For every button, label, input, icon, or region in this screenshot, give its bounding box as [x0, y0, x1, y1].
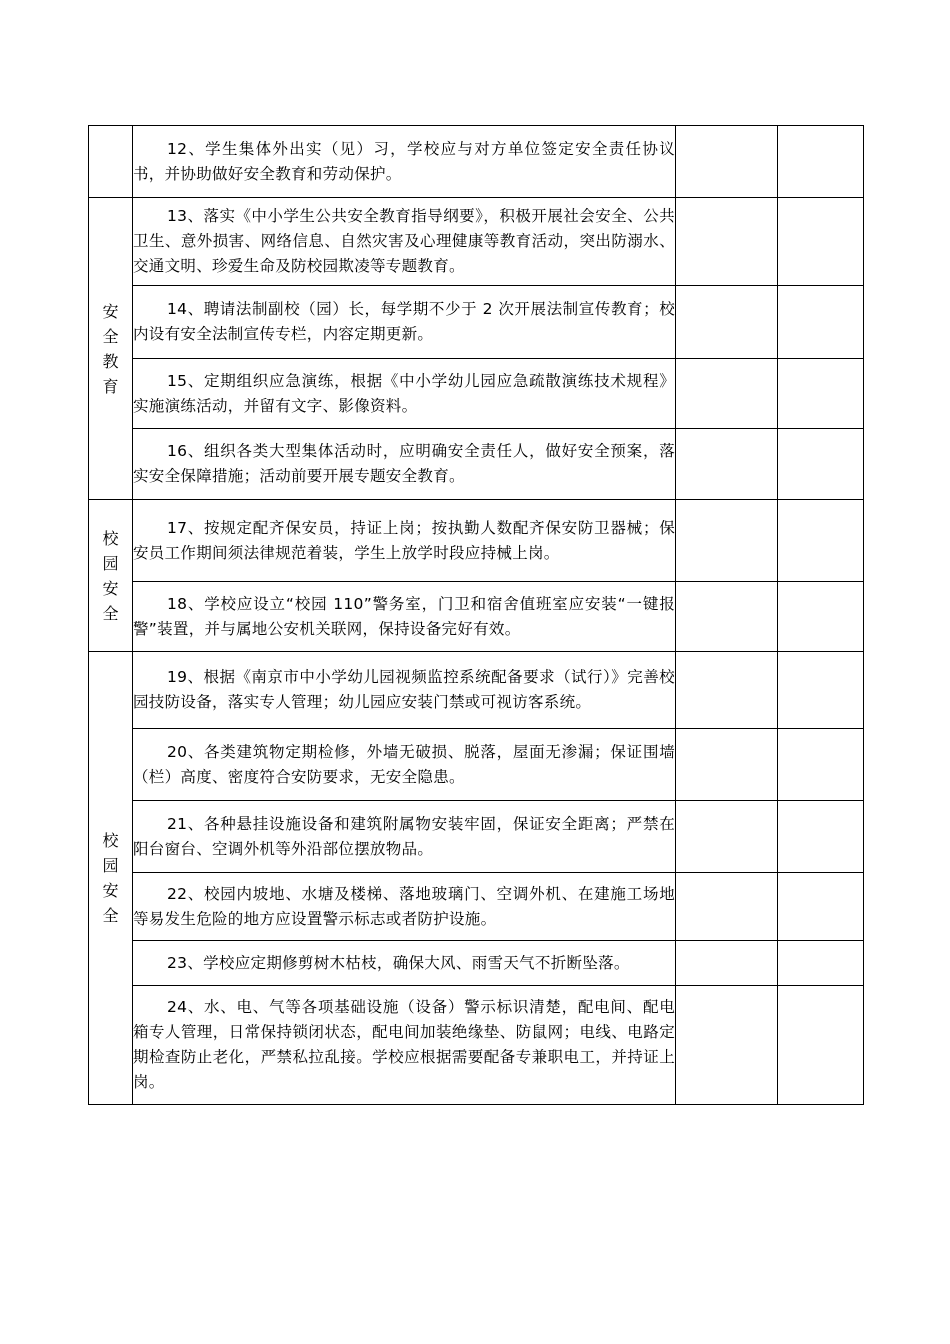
item-cell: 19、根据《南京市中小学幼儿园视频监控系统配备要求（试行）》完善校园技防设备，落实专人管理；幼儿园应安装门禁或可视访客系统。 — [133, 652, 676, 729]
remark-cell — [778, 429, 864, 500]
table-row — [89, 801, 864, 873]
safety-checklist-table — [88, 125, 864, 1105]
item-cell: 24、水、电、气等各项基础设施（设备）警示标识清楚，配电间、配电箱专人管理，日常保持锁闭状态，配电间加装绝缘垫、防鼠网；电线、电路定期检查防止老化，严禁私拉乱接。学校应根据需要配备专兼职电工，并持证上岗。 — [133, 986, 676, 1105]
remark-cell — [778, 652, 864, 729]
category-cell-safety-education: 安全教育 — [89, 198, 133, 500]
item-cell: 13、落实《中小学生公共安全教育指导纲要》，积极开展社会安全、公共卫生、意外损害、网络信息、自然灾害及心理健康等教育活动，突出防溺水、交通文明、珍爱生命及防校园欺凌等专题教育。 — [133, 198, 676, 286]
table-row — [89, 986, 864, 1105]
check-cell — [676, 359, 778, 429]
item-cell: 14、聘请法制副校（园）长，每学期不少于 2 次开展法制宣传教育；校内设有安全法制宣传专栏，内容定期更新。 — [133, 286, 676, 359]
item-cell: 16、组织各类大型集体活动时，应明确安全责任人，做好安全预案，落实安全保障措施；活动前要开展专题安全教育。 — [133, 429, 676, 500]
table-row — [89, 582, 864, 652]
table-row — [89, 286, 864, 359]
table-row — [89, 429, 864, 500]
check-cell — [676, 652, 778, 729]
category-cell — [89, 126, 133, 198]
table-row — [89, 198, 864, 286]
check-cell — [676, 801, 778, 873]
check-cell — [676, 729, 778, 801]
table-row — [89, 359, 864, 429]
remark-cell — [778, 986, 864, 1105]
check-cell — [676, 873, 778, 941]
remark-cell — [778, 286, 864, 359]
table-row — [89, 126, 864, 198]
remark-cell — [778, 801, 864, 873]
remark-cell — [778, 873, 864, 941]
remark-cell — [778, 729, 864, 801]
remark-cell — [778, 582, 864, 652]
check-cell — [676, 500, 778, 582]
remark-cell — [778, 941, 864, 986]
remark-cell — [778, 198, 864, 286]
check-cell — [676, 429, 778, 500]
remark-cell — [778, 126, 864, 198]
check-cell — [676, 941, 778, 986]
item-cell: 21、各种悬挂设施设备和建筑附属物安装牢固，保证安全距离；严禁在阳台窗台、空调外机等外沿部位摆放物品。 — [133, 801, 676, 873]
table-row — [89, 873, 864, 941]
table-row — [89, 941, 864, 986]
check-cell — [676, 582, 778, 652]
category-cell-campus-safety: 校园安全 — [89, 652, 133, 1105]
item-cell: 18、学校应设立“校园 110”警务室，门卫和宿舍值班室应安装“一键报警”装置，并与属地公安机关联网，保持设备完好有效。 — [133, 582, 676, 652]
remark-cell — [778, 359, 864, 429]
check-cell — [676, 986, 778, 1105]
item-cell: 17、按规定配齐保安员，持证上岗；按执勤人数配齐保安防卫器械；保安员工作期间须法律规范着装，学生上放学时段应持械上岗。 — [133, 500, 676, 582]
table-row — [89, 652, 864, 729]
table-row — [89, 729, 864, 801]
check-cell — [676, 126, 778, 198]
table-row — [89, 500, 864, 582]
item-cell: 15、定期组织应急演练，根据《中小学幼儿园应急疏散演练技术规程》实施演练活动，并留有文字、影像资料。 — [133, 359, 676, 429]
check-cell — [676, 286, 778, 359]
remark-cell — [778, 500, 864, 582]
check-cell — [676, 198, 778, 286]
item-cell: 12、学生集体外出实（见）习，学校应与对方单位签定安全责任协议书，并协助做好安全教育和劳动保护。 — [133, 126, 676, 198]
category-cell-campus-safety: 校园安全 — [89, 500, 133, 652]
item-cell: 20、各类建筑物定期检修，外墙无破损、脱落，屋面无渗漏；保证围墙（栏）高度、密度符合安防要求，无安全隐患。 — [133, 729, 676, 801]
item-cell: 23、学校应定期修剪树木枯枝，确保大风、雨雪天气不折断坠落。 — [133, 941, 676, 986]
item-cell: 22、校园内坡地、水塘及楼梯、落地玻璃门、空调外机、在建施工场地等易发生危险的地方应设置警示标志或者防护设施。 — [133, 873, 676, 941]
